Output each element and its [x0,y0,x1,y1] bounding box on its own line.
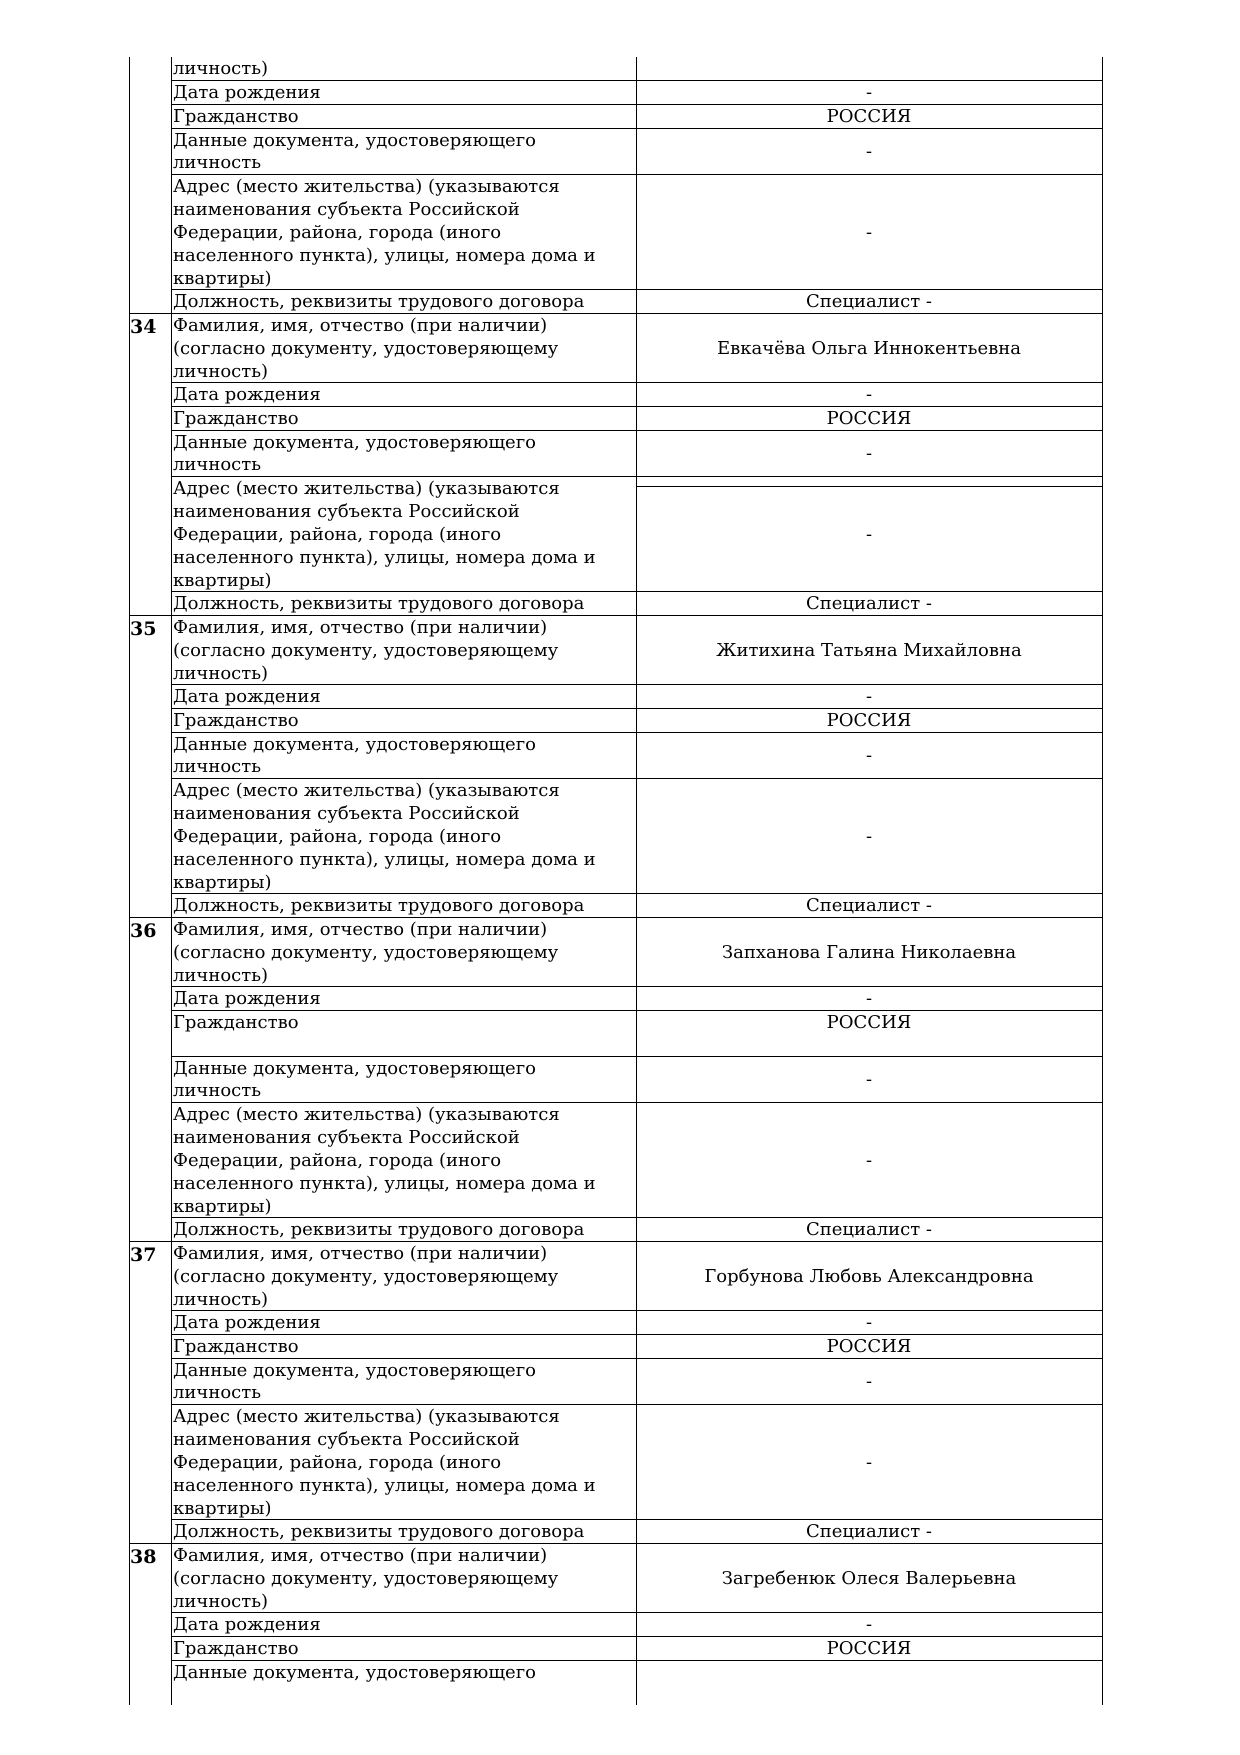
row-divider [171,1056,1102,1057]
label-fio-line2: (согласно документу, удостоверяющему [173,1568,559,1589]
value-full-name: Горбунова Любовь Александровна [704,1266,1034,1287]
value-address: - [865,826,873,847]
label-dob: Дата рождения [173,686,321,707]
label-address-line4: населенного пункта), улицы, номера дома и [173,1173,596,1194]
label-address-line3: Федерации, района, города (иного [173,524,502,545]
value-dob: - [865,384,873,405]
value-id-doc: - [865,443,873,464]
row-divider [171,1310,1102,1311]
label-fio-line3: личность) [173,1591,269,1612]
value-id-doc: - [865,1371,873,1392]
label-address-line2: наименования субъекта Российской [173,1127,520,1148]
value-citizenship: РОССИЯ [826,1638,912,1659]
label-address-line1: Адрес (место жительства) (указываются [173,1406,560,1427]
value-citizenship: РОССИЯ [826,1012,912,1033]
label-address-line3: Федерации, района, города (иного [173,222,502,243]
value-dob: - [865,686,873,707]
label-address-line1: Адрес (место жительства) (указываются [173,176,560,197]
row-divider [171,476,1102,477]
label-address-line2: наименования субъекта Российской [173,803,520,824]
row-divider [171,1404,1102,1405]
block-divider [129,917,1102,918]
label-dob: Дата рождения [173,1312,321,1333]
block-divider [129,313,1102,314]
row-divider [171,80,1102,81]
value-id-doc: - [865,1069,873,1090]
person-number: 35 [130,618,157,640]
label-id-doc-line1: Данные документа, удостоверяющего [173,130,536,151]
value-citizenship: РОССИЯ [826,106,912,127]
label-citizenship: Гражданство [173,1336,299,1357]
row-divider [171,128,1102,129]
label-address-line3: Федерации, района, города (иного [173,1452,502,1473]
label-fio-line2: (согласно документу, удостоверяющему [173,1266,559,1287]
label-position: Должность, реквизиты трудового договора [173,1521,585,1542]
label-id-doc-line2: личность [173,152,262,173]
block-divider [129,615,1102,616]
label-address-line1: Адрес (место жительства) (указываются [173,780,560,801]
row-divider [171,104,1102,105]
row-divider-extra [636,486,1102,487]
value-full-name: Запханова Галина Николаевна [721,942,1017,963]
label-position: Должность, реквизиты трудового договора [173,291,585,312]
label-citizenship: Гражданство [173,408,299,429]
label-address-line4: населенного пункта), улицы, номера дома и [173,245,596,266]
block-divider [129,1241,1102,1242]
label-address-line3: Федерации, района, города (иного [173,826,502,847]
row-divider [171,1612,1102,1613]
row-divider [171,1636,1102,1637]
label-citizenship: Гражданство [173,710,299,731]
value-dob: - [865,1614,873,1635]
label-citizenship: Гражданство [173,106,299,127]
value-position: Специалист - [806,593,932,614]
row-divider [171,1217,1102,1218]
label-position: Должность, реквизиты трудового договора [173,1219,585,1240]
value-id-doc: - [865,745,873,766]
row-divider [171,382,1102,383]
label-address-line2: наименования субъекта Российской [173,501,520,522]
label-address-line5: квартиры) [173,570,272,591]
label-citizenship: Гражданство [173,1012,299,1033]
value-dob: - [865,82,873,103]
label-position: Должность, реквизиты трудового договора [173,593,585,614]
label-id-doc-line2: личность [173,756,262,777]
row-divider [171,708,1102,709]
value-position: Специалист - [806,1219,932,1240]
label-address-line1: Адрес (место жительства) (указываются [173,1104,560,1125]
label-fio-line3: личность) [173,1289,269,1310]
label-id-doc-line1: Данные документа, удостоверяющего [173,1058,536,1079]
value-id-doc: - [865,141,873,162]
block-divider [129,1543,1102,1544]
value-citizenship: РОССИЯ [826,1336,912,1357]
table-border-right [1102,57,1103,1705]
label-address-line4: населенного пункта), улицы, номера дома и [173,1475,596,1496]
value-dob: - [865,988,873,1009]
row-divider [171,289,1102,290]
label-fio-line3: личность) [173,965,269,986]
row-divider [171,986,1102,987]
label-address-line1: Адрес (место жительства) (указываются [173,478,560,499]
label-citizenship: Гражданство [173,1638,299,1659]
label-id-doc-line2: личность [173,1080,262,1101]
label-id-doc-line1: Данные документа, удостоверяющего [173,734,536,755]
row-divider [171,1102,1102,1103]
label-dob: Дата рождения [173,1614,321,1635]
label-fio-line1: Фамилия, имя, отчество (при наличии) [173,617,548,638]
value-address: - [865,1452,873,1473]
value-position: Специалист - [806,291,932,312]
row-divider [171,174,1102,175]
row-divider [171,778,1102,779]
label-address-line5: квартиры) [173,1196,272,1217]
row-divider [171,732,1102,733]
label-dob: Дата рождения [173,384,321,405]
label-address-line5: квартиры) [173,872,272,893]
value-citizenship: РОССИЯ [826,710,912,731]
label-fio-line3: личность) [173,663,269,684]
row-divider [171,591,1102,592]
table-border-left [129,57,130,1705]
value-address: - [865,1150,873,1171]
value-address: - [865,222,873,243]
person-number: 37 [130,1244,157,1266]
label-dob: Дата рождения [173,82,321,103]
label-address-line3: Федерации, района, города (иного [173,1150,502,1171]
label-address-line4: населенного пункта), улицы, номера дома и [173,547,596,568]
value-position: Специалист - [806,895,932,916]
label-address-line2: наименования субъекта Российской [173,1429,520,1450]
table-border-label-col [171,57,172,1705]
label-fio-line2: (согласно документу, удостоверяющему [173,338,559,359]
label-fio-line1: Фамилия, имя, отчество (при наличии) [173,315,548,336]
label-address-line4: населенного пункта), улицы, номера дома и [173,849,596,870]
row-divider [171,684,1102,685]
value-full-name: Загребенюк Олеся Валерьевна [721,1568,1017,1589]
label-address-line2: наименования субъекта Российской [173,199,520,220]
row-divider [171,1010,1102,1011]
label-fio-line3: личность) [173,361,269,382]
label-id-doc-line1: Данные документа, удостоверяющего [173,1662,536,1683]
label-address-line5: квартиры) [173,268,272,289]
row-divider [171,406,1102,407]
value-full-name: Евкачёва Ольга Иннокентьевна [717,338,1021,359]
label-fio-line3: личность) [173,58,269,79]
label-fio-line1: Фамилия, имя, отчество (при наличии) [173,919,548,940]
label-position: Должность, реквизиты трудового договора [173,895,585,916]
label-id-doc-line1: Данные документа, удостоверяющего [173,432,536,453]
row-divider [171,1519,1102,1520]
label-address-line5: квартиры) [173,1498,272,1519]
person-number: 34 [130,316,157,338]
label-id-doc-line1: Данные документа, удостоверяющего [173,1360,536,1381]
label-dob: Дата рождения [173,988,321,1009]
person-number: 36 [130,920,157,942]
value-position: Специалист - [806,1521,932,1542]
label-fio-line1: Фамилия, имя, отчество (при наличии) [173,1545,548,1566]
row-divider [171,1358,1102,1359]
row-divider [171,893,1102,894]
value-full-name: Житихина Татьяна Михайловна [716,640,1022,661]
value-citizenship: РОССИЯ [826,408,912,429]
row-divider [171,1660,1102,1661]
person-number: 38 [130,1546,157,1568]
label-fio-line2: (согласно документу, удостоверяющему [173,942,559,963]
row-divider [171,430,1102,431]
row-divider [171,1334,1102,1335]
value-dob: - [865,1312,873,1333]
label-fio-line2: (согласно документу, удостоверяющему [173,640,559,661]
label-id-doc-line2: личность [173,454,262,475]
value-address: - [865,524,873,545]
label-id-doc-line2: личность [173,1382,262,1403]
label-fio-line1: Фамилия, имя, отчество (при наличии) [173,1243,548,1264]
